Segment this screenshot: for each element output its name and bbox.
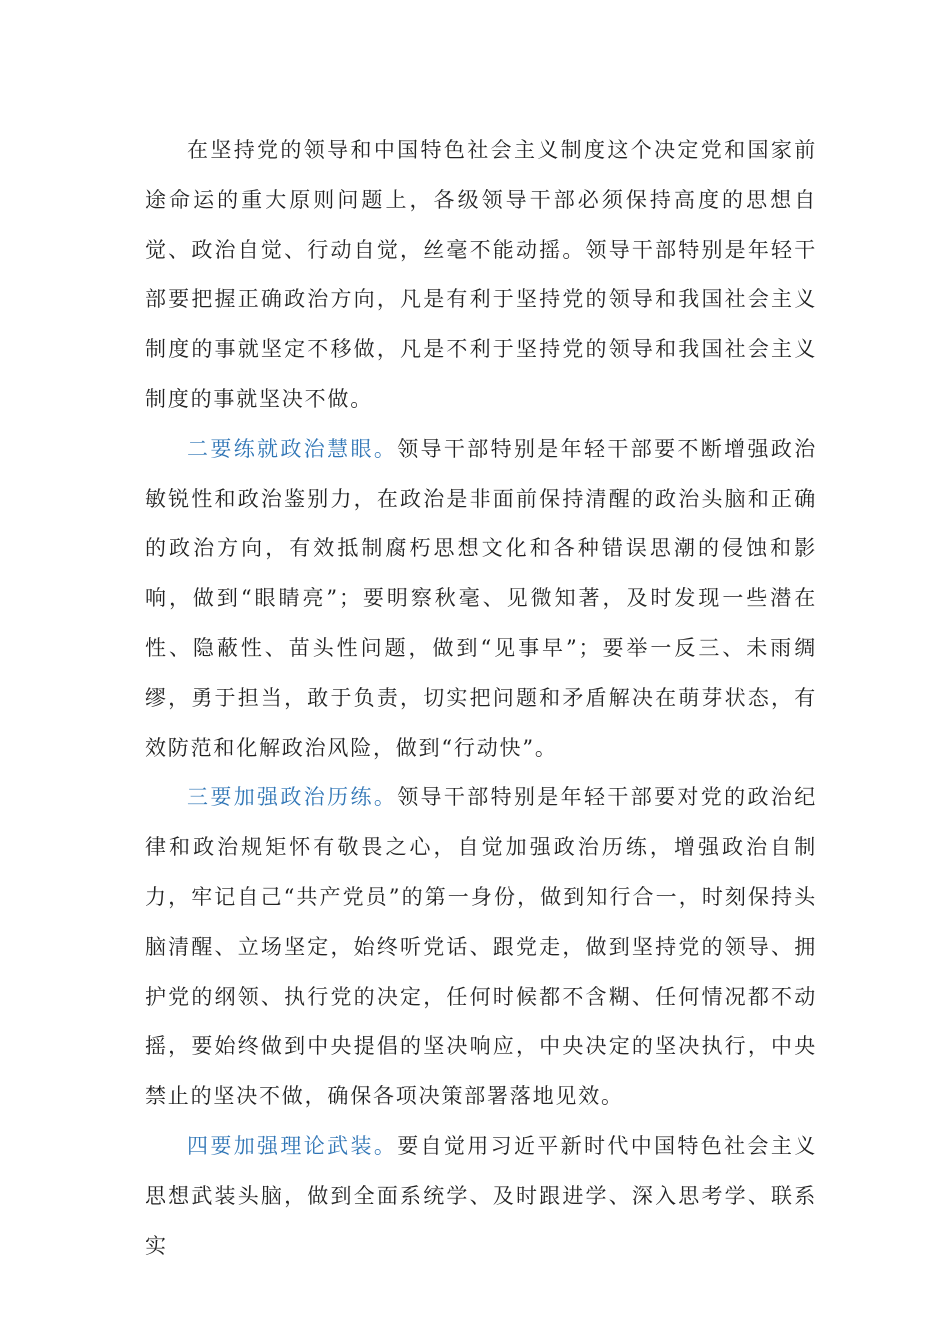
paragraph-1-text: 在坚持党的领导和中国特色社会主义制度这个决定党和国家前途命运的重大原则问题上，各级领导干部必须保持高度的思想自觉、政治自觉、行动自觉，丝毫不能动摇。领导干部特别是年轻干部要把握正确政治方向，凡是有利于坚持党的领导和我国社会主义制度的事就坚定不移做，凡是不利于坚持党的领导和我国社会主义制度的事就坚决不做。 (145, 138, 817, 411)
paragraph-3-heading: 三要加强政治历练。 (187, 785, 398, 810)
paragraph-2-text: 领导干部特别是年轻干部要不断增强政治敏锐性和政治鉴别力，在政治是非面前保持清醒的政治头脑和正确的政治方向，有效抵制腐朽思想文化和各种错误思潮的侵蚀和影响，做到“眼睛亮”；要明察秋毫、见微知著，及时发现一些潜在性、隐蔽性、苗头性问题，做到“见事早”；要举一反三、未雨绸缪，勇于担当，敢于负责，切实把问题和矛盾解决在萌芽状态，有效防范和化解政治风险，做到“行动快”。 (145, 436, 817, 760)
paragraph-4 (145, 1122, 817, 1271)
document-body (145, 126, 817, 1271)
paragraph-3 (145, 773, 817, 1122)
paragraph-1 (145, 126, 817, 425)
paragraph-2-heading: 二要练就政治慧眼。 (187, 436, 398, 461)
paragraph-4-text: 要自觉用习近平新时代中国特色社会主义思想武装头脑，做到全面系统学、及时跟进学、深入思考学、联系实 (145, 1133, 817, 1258)
paragraph-2 (145, 425, 817, 774)
paragraph-3-text: 领导干部特别是年轻干部要对党的政治纪律和政治规矩怀有敬畏之心，自觉加强政治历练，增强政治自制力，牢记自己“共产党员”的第一身份，做到知行合一，时刻保持头脑清醒、立场坚定，始终听党话、跟党走，做到坚持党的领导、拥护党的纲领、执行党的决定，任何时候都不含糊、任何情况都不动摇，要始终做到中央提倡的坚决响应，中央决定的坚决执行，中央禁止的坚决不做，确保各项决策部署落地见效。 (145, 785, 817, 1109)
paragraph-4-heading: 四要加强理论武装。 (187, 1133, 398, 1158)
